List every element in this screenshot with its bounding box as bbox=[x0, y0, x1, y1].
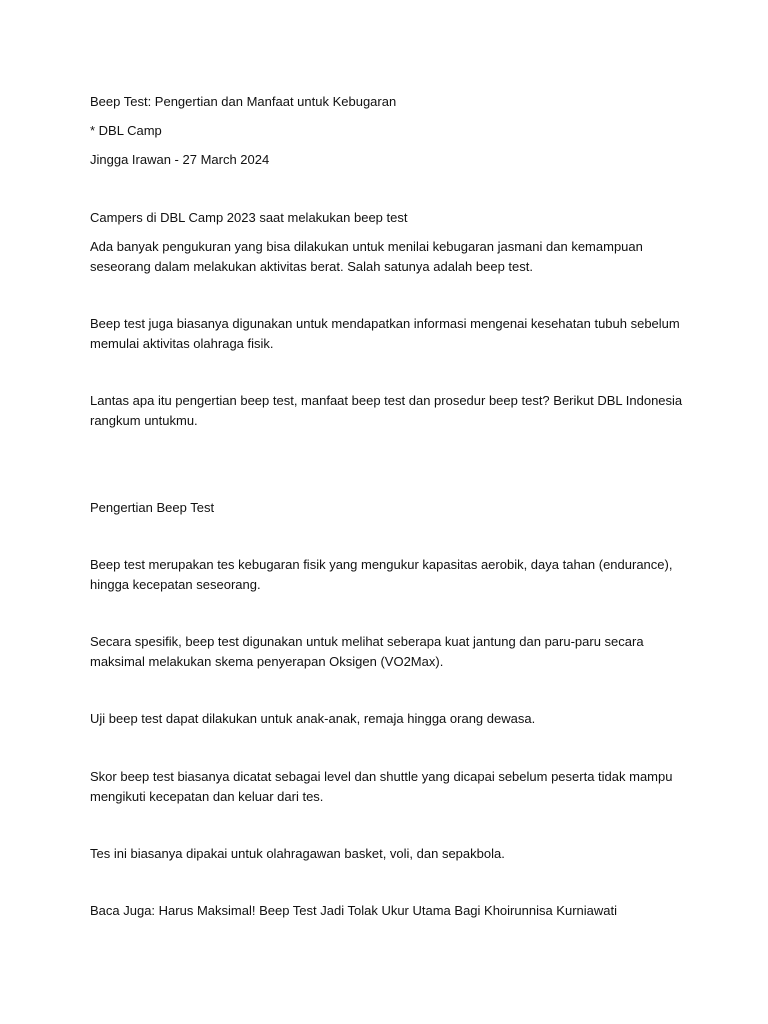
document-category: * DBL Camp bbox=[90, 123, 162, 138]
paragraph-scoring: Skor beep test biasanya dicatat sebagai level dan shuttle yang dicapai sebelum peserta tidak mampu mengikuti kecepatan dan keluar dari tes. bbox=[90, 769, 673, 804]
document-title: Beep Test: Pengertian dan Manfaat untuk Kebugaran bbox=[90, 94, 397, 109]
read-also-link[interactable]: Baca Juga: Harus Maksimal! Beep Test Jadi Tolak Ukur Utama Bagi Khoirunnisa Kurniawati bbox=[90, 903, 617, 918]
paragraph-lead-in: Lantas apa itu pengertian beep test, manfaat beep test dan prosedur beep test? Berikut DBL Indonesia rangkum untukmu. bbox=[90, 393, 683, 428]
section-heading: Pengertian Beep Test bbox=[90, 500, 215, 515]
paragraph-age-groups: Uji beep test dapat dilakukan untuk anak-anak, remaja hingga orang dewasa. bbox=[90, 711, 536, 726]
image-caption: Campers di DBL Camp 2023 saat melakukan beep test bbox=[90, 210, 408, 225]
paragraph-health-info: Beep test juga biasanya digunakan untuk mendapatkan informasi mengenai kesehatan tubuh sebelum memulai aktivitas olahraga fisik. bbox=[90, 316, 680, 351]
paragraph-intro: Ada banyak pengukuran yang bisa dilakukan untuk menilai kebugaran jasmani dan kemampuan seseorang dalam melakukan aktivitas berat. Salah satunya adalah beep test. bbox=[90, 239, 643, 274]
paragraph-definition: Beep test merupakan tes kebugaran fisik yang mengukur kapasitas aerobik, daya tahan (endurance), hingga kecepatan seseorang. bbox=[90, 557, 673, 592]
paragraph-vo2max: Secara spesifik, beep test digunakan untuk melihat seberapa kuat jantung dan paru-paru secara maksimal melakukan skema penyerapan Oksigen (VO2Max). bbox=[90, 634, 644, 669]
document-byline: Jingga Irawan - 27 March 2024 bbox=[90, 152, 270, 167]
paragraph-sports: Tes ini biasanya dipakai untuk olahragawan basket, voli, dan sepakbola. bbox=[90, 846, 505, 861]
